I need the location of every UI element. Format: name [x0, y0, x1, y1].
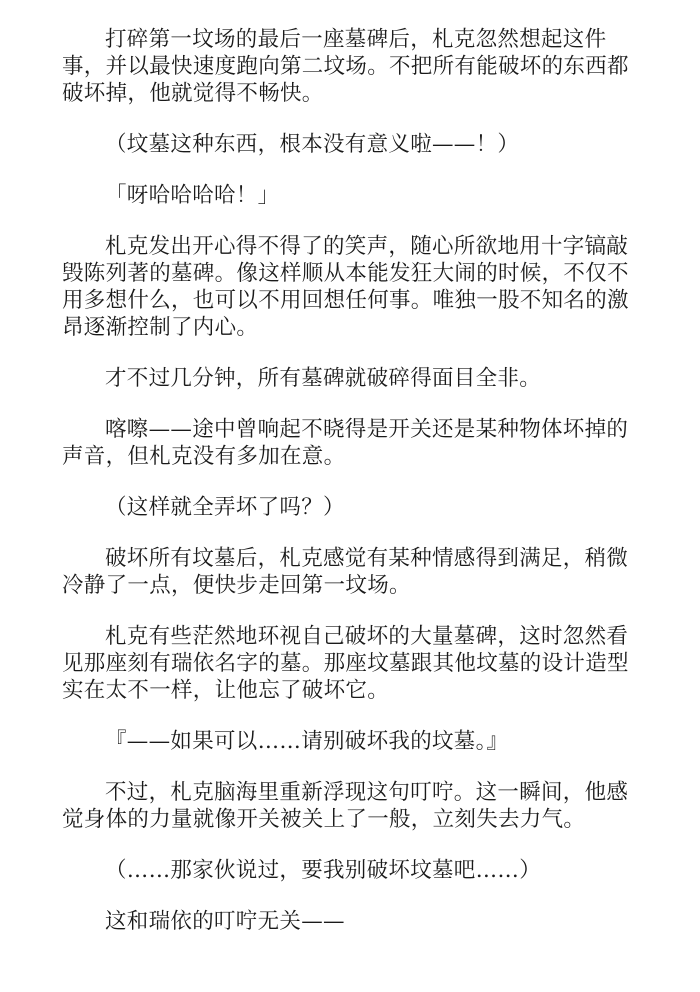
paragraph: 「呀哈哈哈哈！」 [105, 183, 280, 208]
paragraph: 札克发出开心得不得了的笑声，随心所欲地用十字镐敲毁陈列著的墓碑。像这样顺从本能发狂大闹的时候，不仅不用多想什么，也可以不用回想任何事。唯独一股不知名的激昂逐渐控制了内心。 [62, 234, 629, 340]
paragraph: 『——如果可以……请别破坏我的坟墓。』 [105, 729, 509, 754]
paragraph: （坟墓这种东西，根本没有意义啦——！） [105, 132, 520, 157]
paragraph: 札克有些茫然地环视自己破坏的大量墓碑，这时忽然看见那座刻有瑞依名字的墓。那座坟墓跟其他坟墓的设计造型实在太不一样，让他忘了破坏它。 [62, 624, 629, 703]
paragraph: 才不过几分钟，所有墓碑就破碎得面目全非。 [105, 366, 542, 391]
paragraph: 不过，札克脑海里重新浮现这句叮咛。这一瞬间，他感觉身体的力量就像开关被关上了一般，立刻失去力气。 [62, 780, 629, 832]
paragraph: （……那家伙说过，要我别破坏坟墓吧……） [105, 858, 542, 883]
paragraph: 喀嚓——途中曾响起不晓得是开关还是某种物体坏掉的声音，但札克没有多加在意。 [62, 417, 629, 469]
paragraph: 破坏所有坟墓后，札克感觉有某种情感得到满足，稍微冷静了一点，便快步走回第一坟场。 [62, 546, 629, 598]
paragraph: 这和瑞依的叮咛无关—— [105, 909, 345, 934]
document-page [62, 26, 642, 959]
paragraph: 打碎第一坟场的最后一座墓碑后，札克忽然想起这件事，并以最快速度跑向第二坟场。不把所有能破坏的东西都破坏掉，他就觉得不畅快。 [62, 27, 629, 106]
paragraph: （这样就全弄坏了吗？） [105, 495, 345, 520]
